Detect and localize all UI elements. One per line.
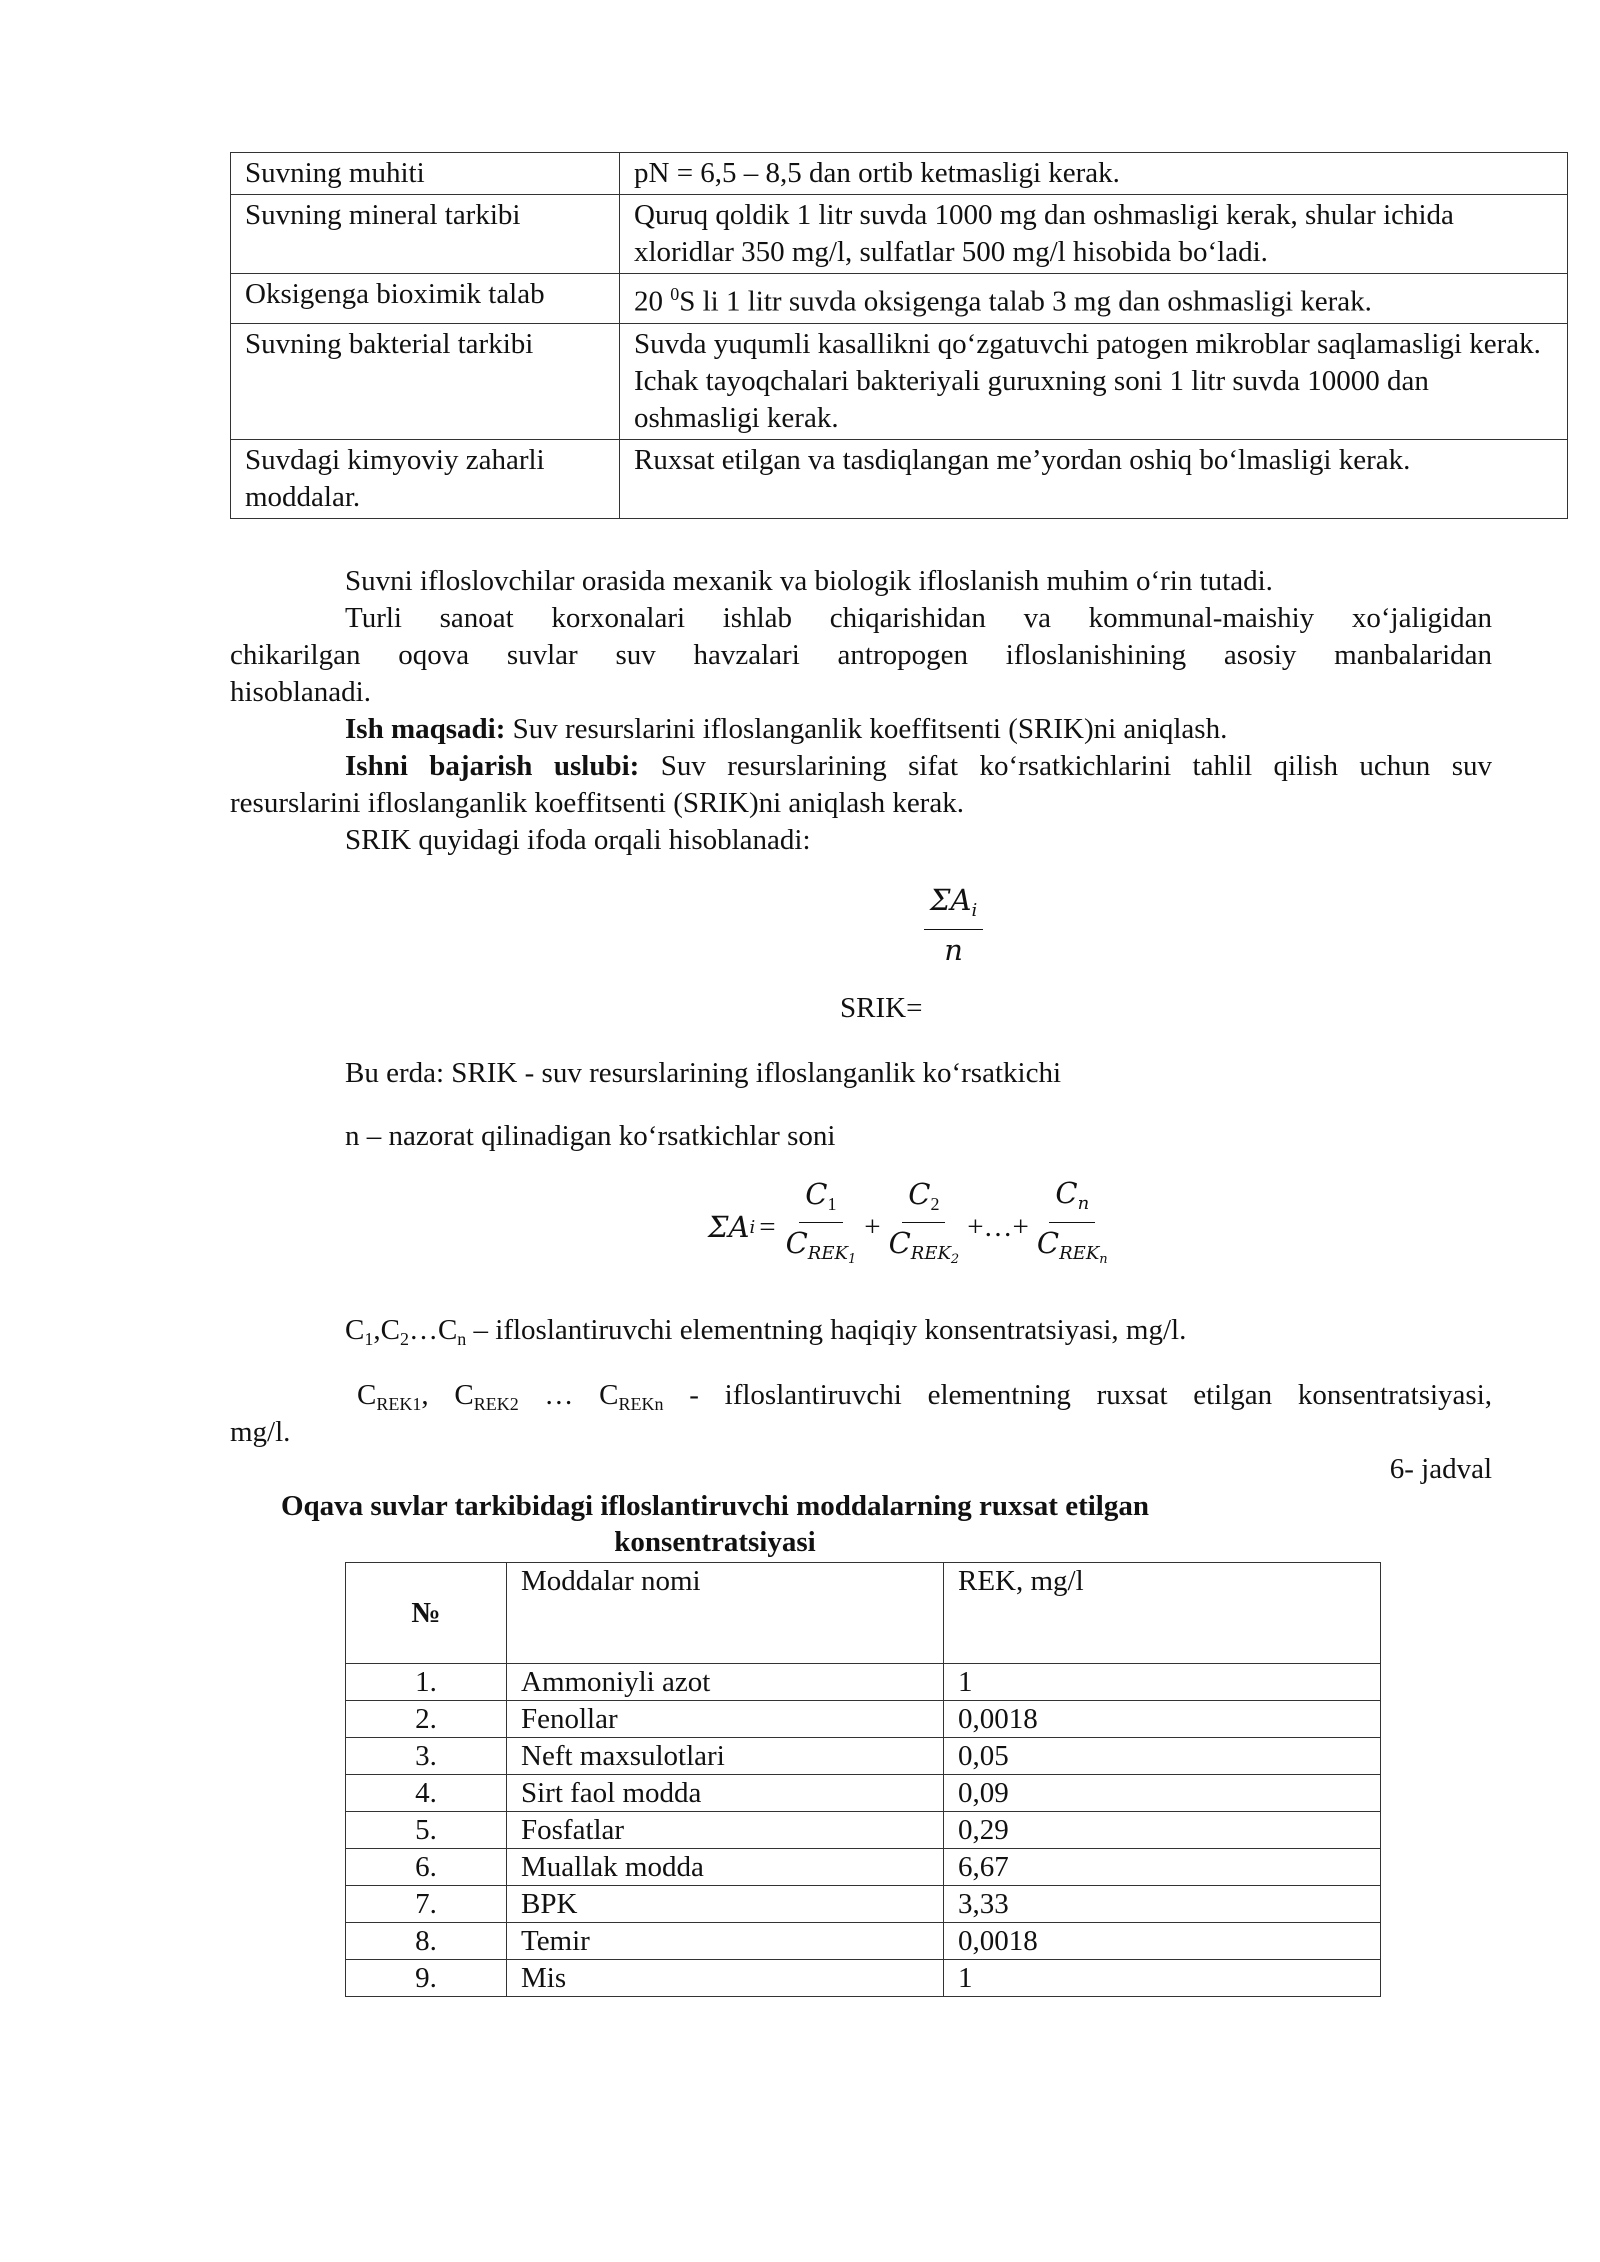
row-name: BPK: [507, 1886, 944, 1923]
sigma-symbol: Σ: [708, 1210, 729, 1244]
row-name: Neft maxsulotlari: [507, 1738, 944, 1775]
row-no: 5.: [346, 1812, 507, 1849]
row-no: 7.: [346, 1886, 507, 1923]
table-row: [231, 195, 1568, 274]
row-rek: 3,33: [944, 1886, 1381, 1923]
table-row: [346, 1849, 1381, 1886]
param-cell: Suvdagi kimyoviy zaharli moddalar.: [231, 439, 620, 518]
row-rek: 0,29: [944, 1812, 1381, 1849]
goal-label: Ish maqsadi:: [345, 713, 506, 745]
param-cell: Oksigenga bioximik talab: [231, 274, 620, 324]
table-title-line2: konsentratsiyasi: [614, 1526, 816, 1558]
definition-c: $C_1,C_2\dots C_n$ – ifloslantiruvchi elementning haqiqiy konsentratsiyasi, mg/l.: [345, 1314, 1187, 1349]
subscript-i: i: [749, 1217, 756, 1238]
definition-crek-unit: mg/l.: [230, 1416, 291, 1448]
paragraph-sources-line1: Turli sanoat korxonalari ishlab chiqarishidan va kommunal-maishiy xo‘jaligidan: [345, 602, 1492, 634]
fraction-n: $\frac{C_n}{C_{REKn}}$: [1036, 1176, 1108, 1267]
row-name: Sirt faol modda: [507, 1775, 944, 1812]
param-cell: Suvning muhiti: [231, 153, 620, 195]
row-no: 2.: [346, 1701, 507, 1738]
row-no: 1.: [346, 1664, 507, 1701]
paragraph-method-line1: [345, 748, 1492, 785]
requirement-cell: Quruq qoldik 1 litr suvda 1000 mg dan oshmasligi kerak, shular ichida xloridlar 350 mg/l, sulfatlar 500 mg/l hisobida bo‘ladi.: [620, 195, 1568, 274]
requirement-text-post: S li 1 litr suvda oksigenga talab 3 mg dan oshmasligi kerak.: [679, 285, 1372, 318]
table-row: [346, 1775, 1381, 1812]
table-row: [231, 274, 1568, 324]
row-name: Ammoniyli azot: [507, 1664, 944, 1701]
requirement-cell: [620, 274, 1568, 324]
table-row: [346, 1960, 1381, 1997]
row-rek: 6,67: [944, 1849, 1381, 1886]
row-rek: 1: [944, 1960, 1381, 1997]
table-row: [231, 323, 1568, 439]
table-row: [346, 1738, 1381, 1775]
sum-formula: [708, 1175, 1114, 1280]
row-rek: 0,09: [944, 1775, 1381, 1812]
definition-crek: $C_{REK1}$, $C_{REK2}$ … $C_{REKn}$ - ifloslantiruvchi elementning ruxsat etilgan konsentratsiyasi,: [357, 1379, 1493, 1414]
table-row: [346, 1701, 1381, 1738]
subscript-i: i: [971, 900, 978, 921]
table-row: [346, 1812, 1381, 1849]
table-row: [231, 439, 1568, 518]
definition-srik: Bu erda: SRIK - suv resurslarining ifloslanganlik ko‘rsatkichi: [345, 1057, 1062, 1089]
row-name: Fenollar: [507, 1701, 944, 1738]
row-no: 8.: [346, 1923, 507, 1960]
row-name: Temir: [507, 1923, 944, 1960]
equals-sign: =: [759, 1211, 776, 1243]
paragraph-pollution-intro: Suvni ifloslovchilar orasida mexanik va biologik ifloslanish muhim o‘rin tutadi.: [345, 565, 1273, 597]
fraction-2: $\frac{C_2}{C_{REK2}}$: [888, 1176, 960, 1267]
ellipsis-sign: +…+: [967, 1211, 1029, 1243]
variable-a: A: [728, 1210, 750, 1244]
goal-text: Suv resurslarini ifloslanganlik koeffitsenti (SRIK)ni aniqlash.: [505, 713, 1228, 745]
method-text: Suv resurslarining sifat ko‘rsatkichlarini tahlil qilish uchun suv: [639, 750, 1492, 782]
row-name: Fosfatlar: [507, 1812, 944, 1849]
row-rek: 0,0018: [944, 1701, 1381, 1738]
requirement-cell: pN = 6,5 – 8,5 dan ortib ketmasligi kerak.: [620, 153, 1568, 195]
paragraph-goal: [345, 711, 1227, 748]
table-number: 6- jadval: [1389, 1453, 1492, 1485]
requirement-text-pre: 20: [634, 285, 671, 318]
fraction-1: $\frac{C_1}{C_{REK1}}$: [785, 1176, 857, 1267]
row-name: Mis: [507, 1960, 944, 1997]
table-title: [0, 1488, 1600, 1560]
row-rek: 1: [944, 1664, 1381, 1701]
row-rek: 0,05: [944, 1738, 1381, 1775]
table-row: [231, 153, 1568, 195]
row-name: Muallak modda: [507, 1849, 944, 1886]
header-rek: REK, mg/l: [944, 1563, 1381, 1664]
requirement-cell: Suvda yuqumli kasallikni qo‘zgatuvchi patogen mikroblar saqlamasligi kerak. Ichak tayoqchalari bakteriyali guruxning soni 1 litr suvda 10000 dan oshmasligi kerak.: [620, 323, 1568, 439]
rek-table: [345, 1562, 1381, 1997]
table-row: [346, 1664, 1381, 1701]
table-header-row: [346, 1563, 1381, 1664]
paragraph-sources-line2: chikarilgan oqova suvlar suv havzalari antropogen ifloslanishining asosiy manbalaridan: [230, 639, 1492, 671]
method-label: Ishni bajarish uslubi:: [345, 750, 640, 782]
param-cell: Suvning bakterial tarkibi: [231, 323, 620, 439]
row-no: 3.: [346, 1738, 507, 1775]
table-row: [346, 1923, 1381, 1960]
row-no: 4.: [346, 1775, 507, 1812]
srik-intro: SRIK quyidagi ifoda orqali hisoblanadi:: [345, 824, 811, 856]
param-cell: Suvning mineral tarkibi: [231, 195, 620, 274]
table-title-line1: Oqava suvlar tarkibidagi ifloslantiruvchi moddalarning ruxsat etilgan: [281, 1490, 1149, 1522]
table-row: [346, 1886, 1381, 1923]
srik-label: SRIK=: [840, 992, 923, 1024]
row-no: 9.: [346, 1960, 507, 1997]
variable-n: n: [944, 933, 963, 967]
requirement-cell: Ruxsat etilgan va tasdiqlangan me’yordan oshiq bo‘lmasligi kerak.: [620, 439, 1568, 518]
srik-fraction: [924, 882, 983, 970]
header-no: №: [346, 1563, 507, 1664]
sigma-symbol: Σ: [930, 883, 951, 917]
water-standards-table: [230, 152, 1568, 519]
degree-superscript: 0: [670, 284, 680, 304]
paragraph-sources-line3: hisoblanadi.: [230, 676, 371, 708]
definition-n: n – nazorat qilinadigan ko‘rsatkichlar soni: [345, 1120, 836, 1152]
variable-a: A: [950, 883, 972, 917]
plus-sign: +: [864, 1211, 881, 1243]
row-no: 6.: [346, 1849, 507, 1886]
header-name: Moddalar nomi: [507, 1563, 944, 1664]
paragraph-method-line2: resurslarini ifloslanganlik koeffitsenti (SRIK)ni aniqlash kerak.: [230, 787, 964, 819]
row-rek: 0,0018: [944, 1923, 1381, 1960]
